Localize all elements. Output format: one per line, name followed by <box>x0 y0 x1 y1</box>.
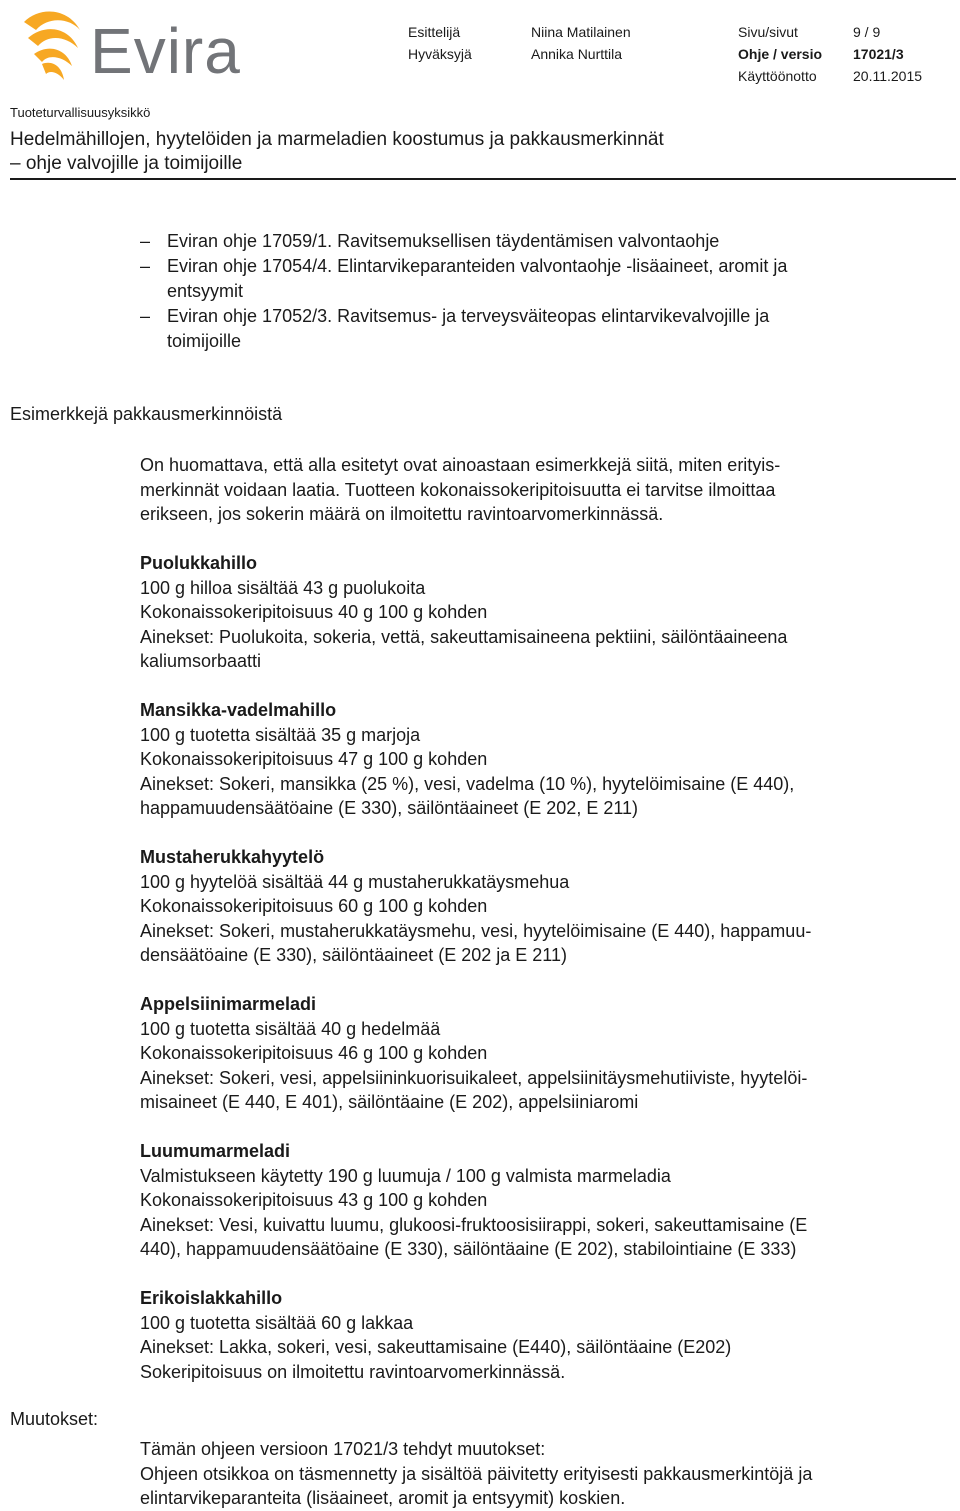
list-dash: – <box>140 256 151 276</box>
kayttoonotto-label: Käyttöönotto <box>738 68 817 84</box>
ohje-value: 17021/3 <box>853 46 904 62</box>
product-line: Ainekset: Lakka, sokeri, vesi, sakeuttamisaine (E440), säilöntäaine (E202) <box>140 1337 732 1357</box>
product-line: Kokonaissokeripitoisuus 60 g 100 g kohden <box>140 896 488 916</box>
kayttoonotto-value: 20.11.2015 <box>853 68 923 84</box>
product-line: Kokonaissokeripitoisuus 47 g 100 g kohden <box>140 749 488 769</box>
product-example <box>140 992 940 1115</box>
product-example <box>140 845 940 968</box>
document-subtitle: – ohje valvojille ja toimijoille <box>10 153 243 174</box>
product-name: Mansikka-vadelmahillo <box>140 700 337 720</box>
product-line: densäätöaine (E 330), säilöntäaineet (E 202 ja E 211) <box>140 945 567 965</box>
changes-label: Muutokset: <box>10 1409 99 1429</box>
sivu-label: Sivu/sivut <box>738 24 798 40</box>
product-line: 100 g tuotetta sisältää 35 g marjoja <box>140 724 421 745</box>
product-example <box>140 551 940 674</box>
intro-line: merkinnät voidaan laatia. Tuotteen kokonaissokeripitoisuutta ei tarvitse ilmoittaa <box>140 479 776 500</box>
reference-text: Eviran ohje 17054/4. Elintarvikeparanteiden valvontaohje -lisäaineet, aromit ja <box>167 256 788 276</box>
ohje-label: Ohje / versio <box>738 46 823 62</box>
document-title: Hedelmähillojen, hyytelöiden ja marmeladien koostumus ja pakkausmerkinnät <box>10 129 664 150</box>
product-line: Valmistukseen käytetty 190 g luumuja / 100 g valmista marmeladia <box>140 1165 671 1186</box>
unit-name: Tuoteturvallisuusyksikkö <box>10 105 151 120</box>
product-line: Ainekset: Sokeri, vesi, appelsiininkuorisuikaleet, appelsiinitäysmehutiiviste, hyytelöi- <box>140 1067 808 1088</box>
sivu-value: 9 / 9 <box>853 24 881 40</box>
intro-line: erikseen, jos sokerin määrä on ilmoitettu ravintoarvomerkinnässä. <box>140 504 664 524</box>
hyvaksyja-value: Annika Nurttila <box>531 46 623 62</box>
product-line: Ainekset: Sokeri, mansikka (25 %), vesi, vadelma (10 %), hyytelöimisaine (E 440), <box>140 773 795 794</box>
section-heading: Esimerkkejä pakkausmerkinnöistä <box>10 404 283 424</box>
evira-logo <box>18 4 280 87</box>
product-line: Kokonaissokeripitoisuus 40 g 100 g kohden <box>140 602 488 622</box>
product-line: 100 g tuotetta sisältää 60 g lakkaa <box>140 1312 414 1333</box>
reference-text: Eviran ohje 17059/1. Ravitsemuksellisen täydentämisen valvontaohje <box>167 231 720 251</box>
changes-line: elintarvikeparanteita (lisäaineet, aromit ja entsyymit) koskien. <box>140 1488 626 1508</box>
product-line: Kokonaissokeripitoisuus 43 g 100 g kohden <box>140 1190 488 1210</box>
product-line: Ainekset: Sokeri, mustaherukkatäysmehu, vesi, hyytelöimisaine (E 440), happamuu- <box>140 920 812 941</box>
changes-text <box>140 1437 950 1511</box>
product-line: 440), happamuudensäätöaine (E 330), säilöntäaine (E 202), stabilointiaine (E 333) <box>140 1239 797 1259</box>
product-line: misaineet (E 440, E 401), säilöntäaine (E 202), appelsiiniaromi <box>140 1092 639 1112</box>
esittelija-value: Niina Matilainen <box>531 24 631 40</box>
product-line: 100 g hyytelöä sisältää 44 g mustaherukkatäysmehua <box>140 871 570 892</box>
intro-paragraph <box>140 453 930 527</box>
product-example <box>140 1286 940 1384</box>
product-line: Ainekset: Vesi, kuivattu luumu, glukoosi-fruktoosisiirappi, sokeri, sakeuttamisaine (E <box>140 1214 808 1235</box>
reference-text-cont: toimijoille <box>167 331 242 351</box>
product-name: Erikoislakkahillo <box>140 1288 283 1308</box>
logo-wordmark: Evira <box>90 15 241 87</box>
product-name: Appelsiinimarmeladi <box>140 994 317 1014</box>
intro-line: On huomattava, että alla esitetyt ovat ainoastaan esimerkkejä siitä, miten erityis- <box>140 455 781 475</box>
evira-swirl-icon <box>18 4 98 84</box>
product-line: Sokeripitoisuus on ilmoitettu ravintoarvomerkinnässä. <box>140 1361 566 1382</box>
product-name: Puolukkahillo <box>140 553 258 573</box>
list-dash: – <box>140 231 151 251</box>
list-item <box>140 254 920 304</box>
product-name: Mustaherukkahyytelö <box>140 847 325 867</box>
reference-text-cont: entsyymit <box>167 281 244 301</box>
changes-line: Ohjeen otsikkoa on täsmennetty ja sisältöä päivitetty erityisesti pakkausmerkintöjä ja <box>140 1463 813 1484</box>
header-divider <box>10 178 956 180</box>
product-line: kaliumsorbaatti <box>140 651 262 671</box>
product-name: Luumumarmeladi <box>140 1141 291 1161</box>
list-dash: – <box>140 306 151 326</box>
product-line: happamuudensäätöaine (E 330), säilöntäaineet (E 202, E 211) <box>140 798 639 818</box>
reference-list <box>140 229 920 354</box>
hyvaksyja-label: Hyväksyjä <box>408 46 472 62</box>
product-line: 100 g tuotetta sisältää 40 g hedelmää <box>140 1018 441 1039</box>
product-line: Kokonaissokeripitoisuus 46 g 100 g kohden <box>140 1043 488 1063</box>
product-example <box>140 1139 940 1262</box>
changes-line: Tämän ohjeen versioon 17021/3 tehdyt muutokset: <box>140 1439 546 1459</box>
product-example <box>140 698 940 821</box>
esittelija-label: Esittelijä <box>408 24 461 40</box>
list-item <box>140 304 920 354</box>
list-item <box>140 229 920 254</box>
product-line: 100 g hilloa sisältää 43 g puolukoita <box>140 577 426 598</box>
product-line: Ainekset: Puolukoita, sokeria, vettä, sakeuttamisaineena pektiini, säilöntäaineena <box>140 626 788 647</box>
reference-text: Eviran ohje 17052/3. Ravitsemus- ja terveysväiteopas elintarvikevalvojille ja <box>167 306 770 326</box>
